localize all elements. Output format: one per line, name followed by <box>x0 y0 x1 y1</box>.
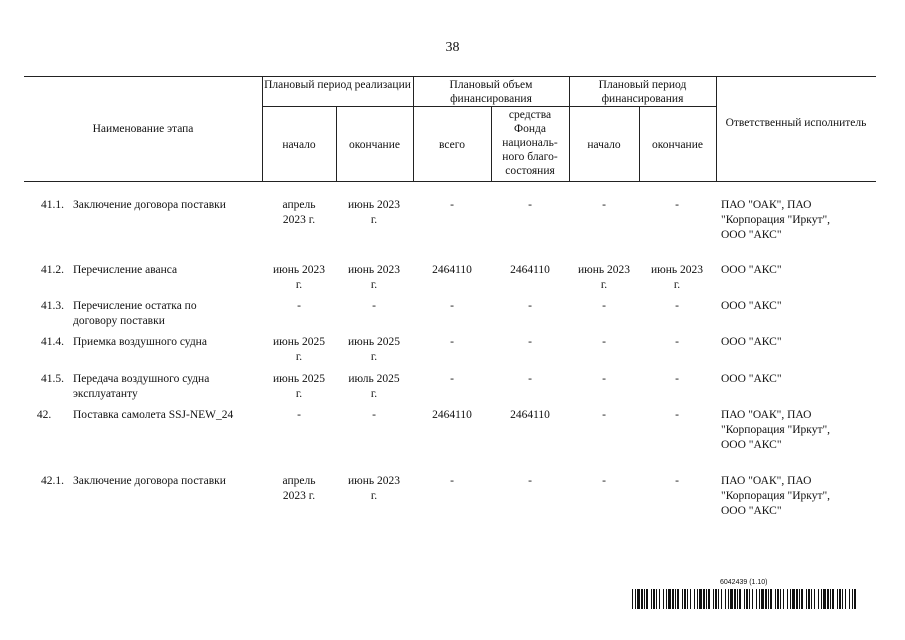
row-total: 2464110 <box>432 409 472 421</box>
row-number: 42. <box>36 409 52 421</box>
header-mid-rule <box>262 106 716 107</box>
header-impl-period: Плановый период реализации <box>264 79 411 91</box>
row-number: 41.2. <box>41 264 64 276</box>
row-fund-end: - <box>675 336 679 348</box>
row-responsible: ПАО "ОАК", ПАО "Корпорация "Иркут", ООО "АКС" <box>721 199 831 241</box>
row-fund-end: июнь 2023 г. <box>650 264 704 291</box>
row-fund-start: - <box>602 409 606 421</box>
header-stage-name: Наименование этапа <box>92 123 194 135</box>
header-end: окончание <box>349 139 400 151</box>
header-total: всего <box>439 139 465 151</box>
barcode-label: 6042439 (1.10) <box>720 579 768 586</box>
row-responsible: ООО "АКС" <box>721 373 782 385</box>
header-top-rule <box>24 76 876 77</box>
row-name: Заключение договора поставки <box>73 475 226 487</box>
row-total: - <box>450 199 454 211</box>
header-start-2: начало <box>587 139 621 151</box>
row-start: июнь 2023 г. <box>272 264 326 291</box>
row-start: июнь 2025 г. <box>272 373 326 400</box>
row-fund: - <box>528 373 532 385</box>
row-number: 41.1. <box>41 199 64 211</box>
header-end-2: окончание <box>652 139 703 151</box>
row-fund: - <box>528 475 532 487</box>
row-end: июль 2025 г. <box>348 373 400 400</box>
row-number: 41.5. <box>41 373 64 385</box>
row-fund: 2464110 <box>510 409 550 421</box>
row-fund: - <box>528 199 532 211</box>
row-responsible: ООО "АКС" <box>721 336 782 348</box>
header-fund-volume: Плановый объем финансирования <box>449 79 533 105</box>
row-fund: - <box>528 300 532 312</box>
header-start: начало <box>282 139 316 151</box>
row-fund-start: - <box>602 475 606 487</box>
row-responsible: ПАО "ОАК", ПАО "Корпорация "Иркут", ООО "АКС" <box>721 475 831 517</box>
row-responsible: ООО "АКС" <box>721 264 782 276</box>
row-number: 41.3. <box>41 300 64 312</box>
row-name: Поставка самолета SSJ-NEW_24 <box>73 409 234 421</box>
row-responsible: ООО "АКС" <box>721 300 782 312</box>
row-fund-end: - <box>675 300 679 312</box>
row-fund-start: - <box>602 300 606 312</box>
header-responsible: Ответственный исполнитель <box>725 117 867 129</box>
row-end: июнь 2023 г. <box>347 475 401 502</box>
row-name: Перечисление остатка по договору поставки <box>73 300 197 327</box>
row-name: Приемка воздушного судна <box>73 336 207 348</box>
row-start: июнь 2025 г. <box>272 336 326 363</box>
row-total: - <box>450 336 454 348</box>
row-total: 2464110 <box>432 264 472 276</box>
header-fund-means: средства Фонда националь-ного благо-состояния <box>502 109 558 177</box>
row-total: - <box>450 373 454 385</box>
header-fund-period: Плановый период финансирования <box>598 79 687 105</box>
row-start: апрель 2023 г. <box>282 199 316 226</box>
row-start: - <box>297 409 301 421</box>
col-divider <box>491 106 492 181</box>
row-fund-end: - <box>675 475 679 487</box>
row-responsible: ПАО "ОАК", ПАО "Корпорация "Иркут", ООО "АКС" <box>721 409 831 451</box>
row-fund-start: - <box>602 336 606 348</box>
row-fund: 2464110 <box>510 264 550 276</box>
row-fund-start: - <box>602 199 606 211</box>
row-start: апрель 2023 г. <box>282 475 316 502</box>
row-end: июнь 2023 г. <box>347 264 401 291</box>
row-name: Передача воздушного судна эксплуатанту <box>73 373 210 400</box>
header-bottom-rule <box>24 181 876 182</box>
row-fund-end: - <box>675 199 679 211</box>
row-end: июнь 2023 г. <box>347 199 401 226</box>
row-number: 42.1. <box>41 475 64 487</box>
row-start: - <box>297 300 301 312</box>
row-number: 41.4. <box>41 336 64 348</box>
row-fund-end: - <box>675 409 679 421</box>
row-name: Перечисление аванса <box>73 264 178 276</box>
row-end: - <box>372 409 376 421</box>
row-fund: - <box>528 336 532 348</box>
row-end: - <box>372 300 376 312</box>
row-total: - <box>450 300 454 312</box>
row-fund-start: июнь 2023 г. <box>577 264 631 291</box>
row-total: - <box>450 475 454 487</box>
row-name: Заключение договора поставки <box>73 199 226 211</box>
page-number: 38 <box>445 40 460 55</box>
row-fund-start: - <box>602 373 606 385</box>
row-end: июнь 2025 г. <box>347 336 401 363</box>
barcode-image <box>632 589 856 609</box>
row-fund-end: - <box>675 373 679 385</box>
